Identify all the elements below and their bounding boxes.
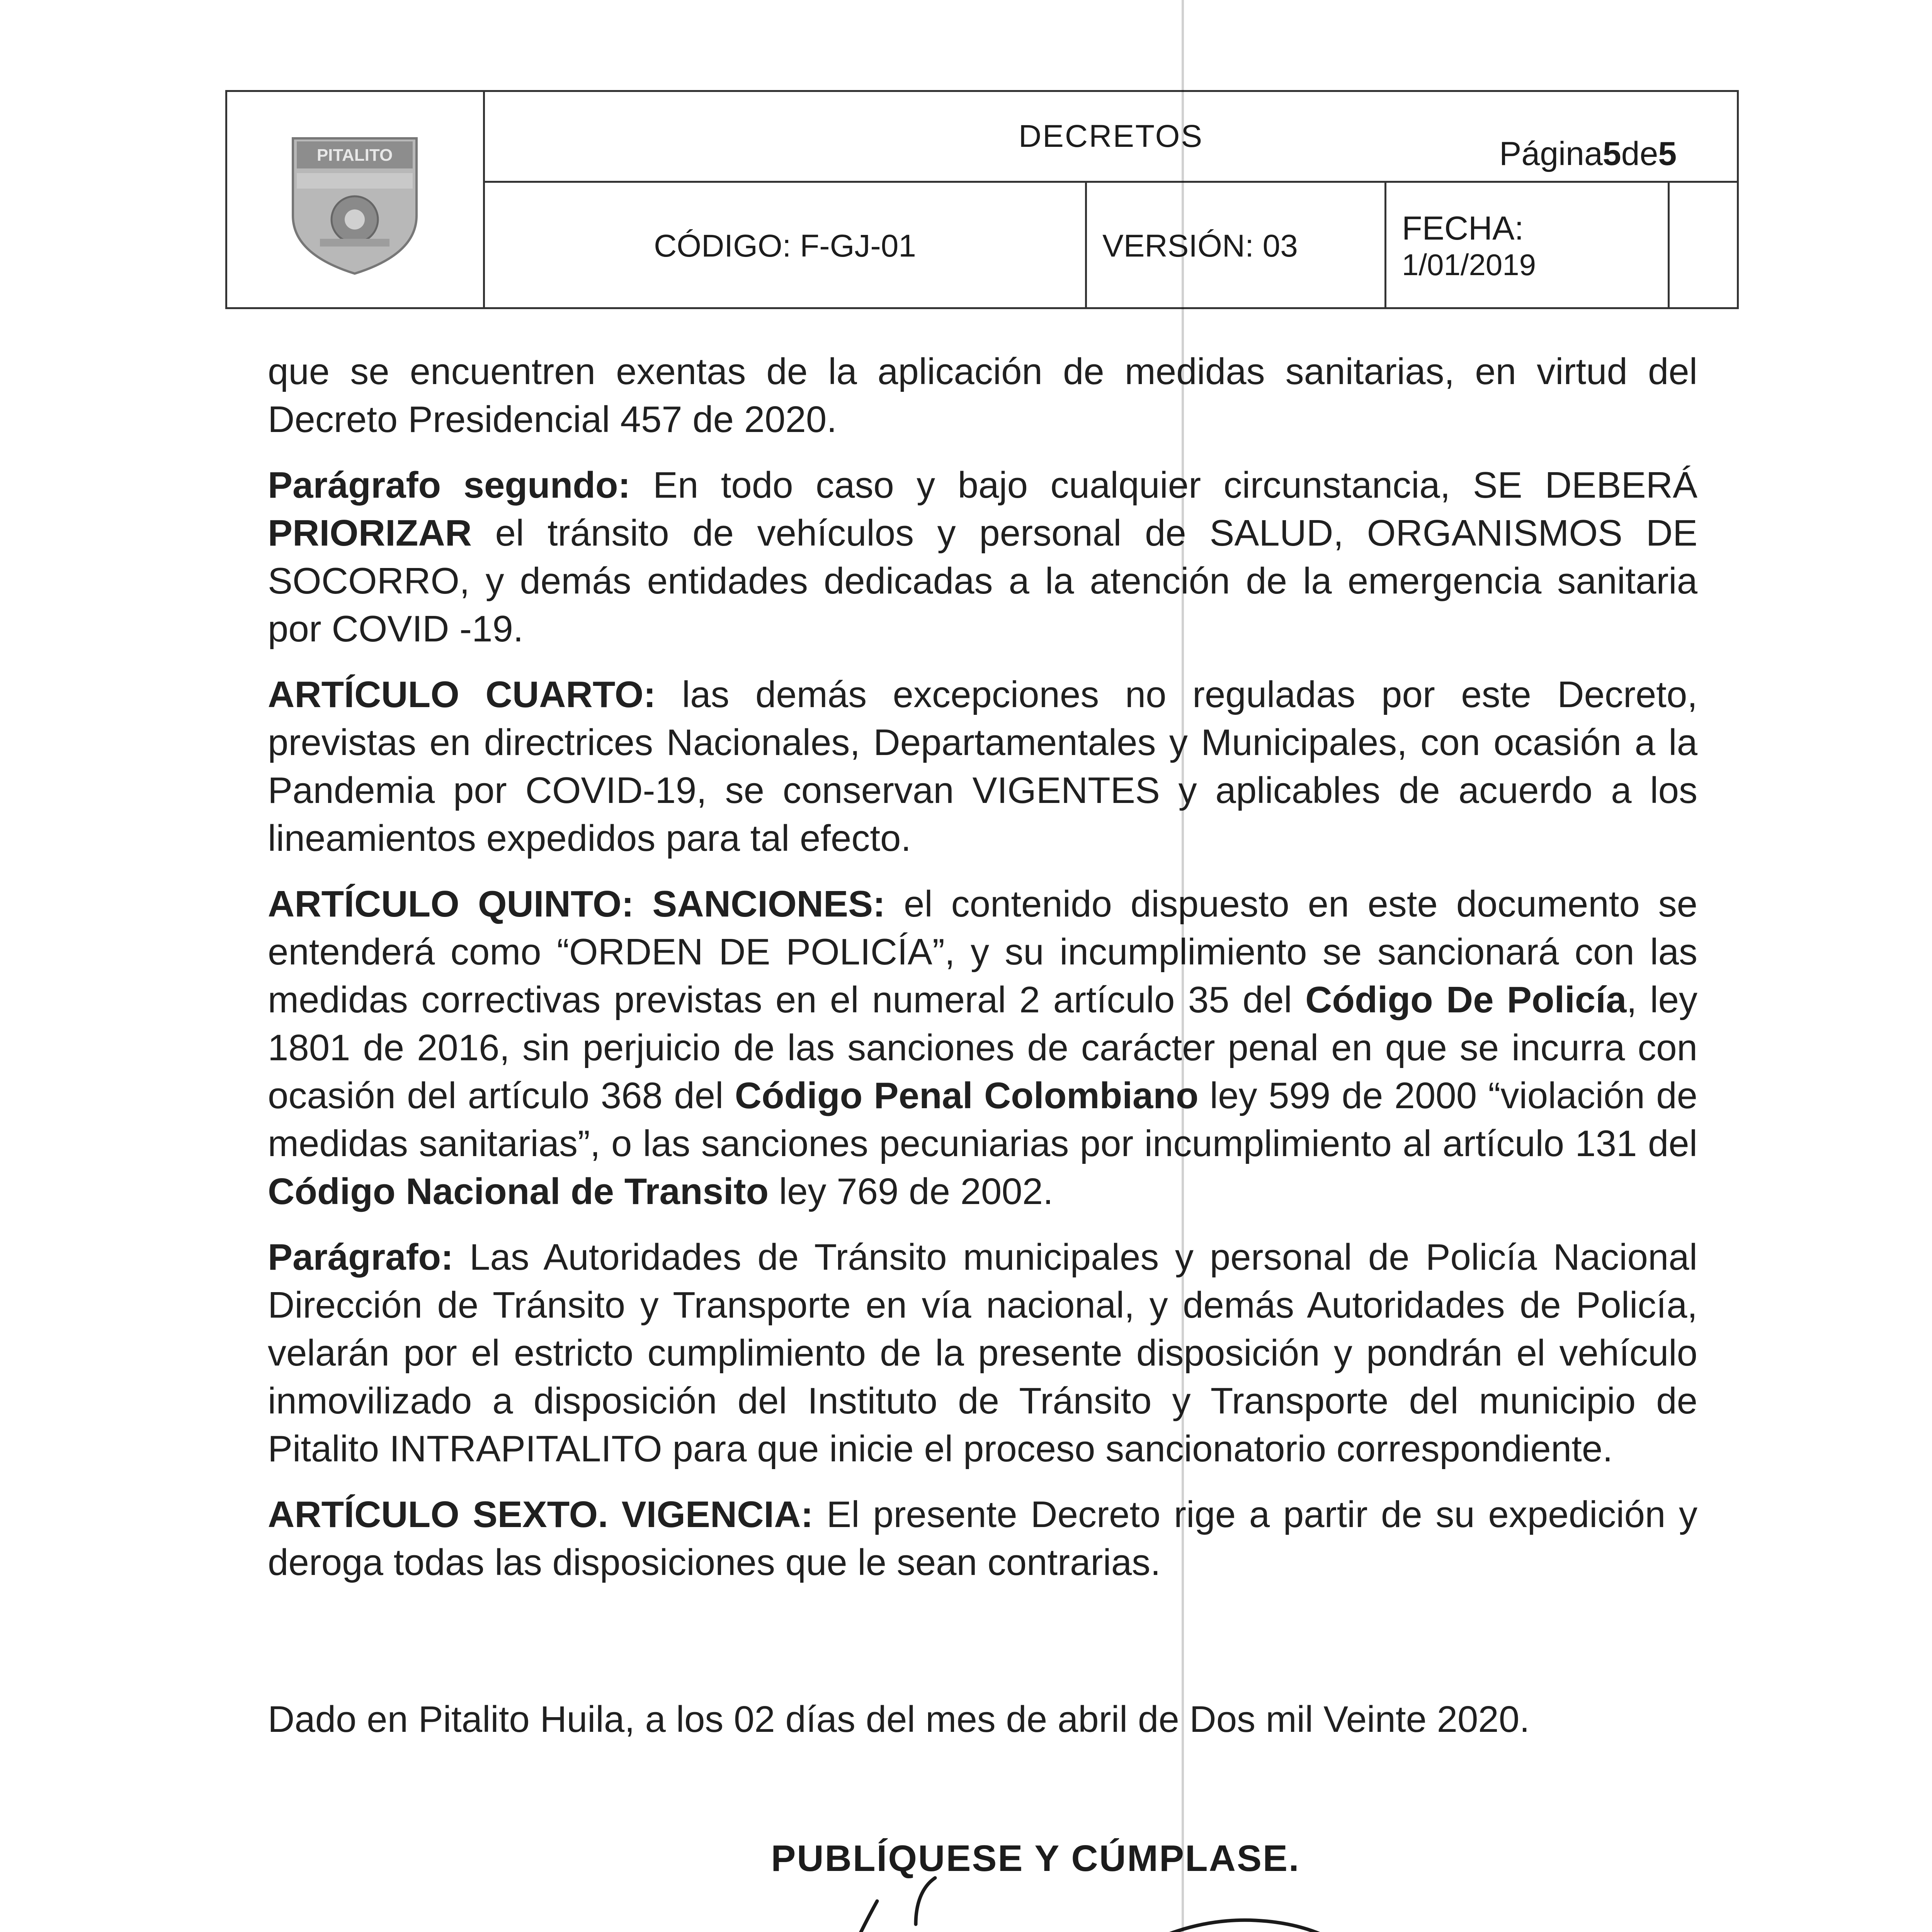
paragraph-segundo: Parágrafo segundo: En todo caso y bajo cualquier circunstancia, SE DEBERÁ PRIORIZAR el tránsito de vehículos y personal de SALUD, ORGANISMOS DE SOCORRO, y demás entidades dedicadas a la atención de la emergencia sanitaria por COVID -19. <box>268 464 1698 650</box>
fecha-value: 1/01/2019 <box>1402 248 1536 282</box>
page-current: 5 <box>1602 135 1621 172</box>
document-type-title: DECRETOS <box>485 92 1737 183</box>
logo-text: PITALITO <box>316 146 393 165</box>
version-cell: VERSIÓN: 03 <box>1087 183 1386 309</box>
articulo-cuarto: ARTÍCULO CUARTO: las demás excepciones no reguladas por este Decreto, previstas en directrices Nacionales, Departamentales y Municipales, con ocasión a la Pandemia por COVID-19, se conservan VIGENTES y aplicables de acuerdo a los lineamientos expedidos para tal efecto. <box>268 674 1698 859</box>
handwritten-signature <box>676 1855 1410 1932</box>
articulo-sexto: ARTÍCULO SEXTO. VIGENCIA: El presente Decreto rige a partir de su expedición y deroga todas las disposiciones que le sean contrarias. <box>268 1494 1698 1583</box>
issue-date-line: Dado en Pitalito Huila, a los 02 días del mes de abril de Dos mil Veinte 2020. <box>268 1699 1530 1740</box>
municipal-shield-logo <box>281 131 428 277</box>
page-total: 5 <box>1658 135 1677 172</box>
scan-artifact-line <box>1182 0 1184 1932</box>
fecha-label: FECHA: <box>1402 210 1524 247</box>
decree-body <box>268 348 1697 1604</box>
publiquese-heading: PUBLÍQUESE Y CÚMPLASE. <box>771 1838 1300 1879</box>
articulo-quinto: ARTÍCULO QUINTO: SANCIONES: el contenido dispuesto en este documento se entenderá como “ORDEN DE POLICÍA”, y su incumplimiento se sancionará con las medidas correctivas previstas en el numeral 2 artículo 35 del Código De Policía, ley 1801 de 2016, sin perjuicio de las sanciones de carácter penal en que se incurra con ocasión del artículo 368 del Código Penal Colombiano ley 599 de 2000 “violación de medidas sanitarias”, o las sanciones pecuniarias por incumplimiento al artículo 131 del Código Nacional de Transito ley 769 de 2002. <box>268 883 1698 1212</box>
logo-cell <box>227 92 485 307</box>
codigo-cell: CÓDIGO: F-GJ-01 <box>485 183 1087 309</box>
paragraph-continuation: que se encuentren exentas de la aplicación de medidas sanitarias, en virtud del Decreto Presidencial 457 de 2020. <box>268 351 1697 440</box>
page-number: Página 5 de 5 <box>1499 135 1677 172</box>
paragrafo: Parágrafo: Las Autoridades de Tránsito municipales y personal de Policía Nacional Dirección de Tránsito y Transporte en vía nacional, y demás Autoridades de Policía, velarán por el estricto cumplimiento de la presente disposición y pondrán el vehículo inmovilizado a disposición del Instituto de Tránsito y Transporte del municipio de Pitalito INTRAPITALITO para que inicie el proceso sancionatorio correspondiente. <box>268 1236 1697 1469</box>
